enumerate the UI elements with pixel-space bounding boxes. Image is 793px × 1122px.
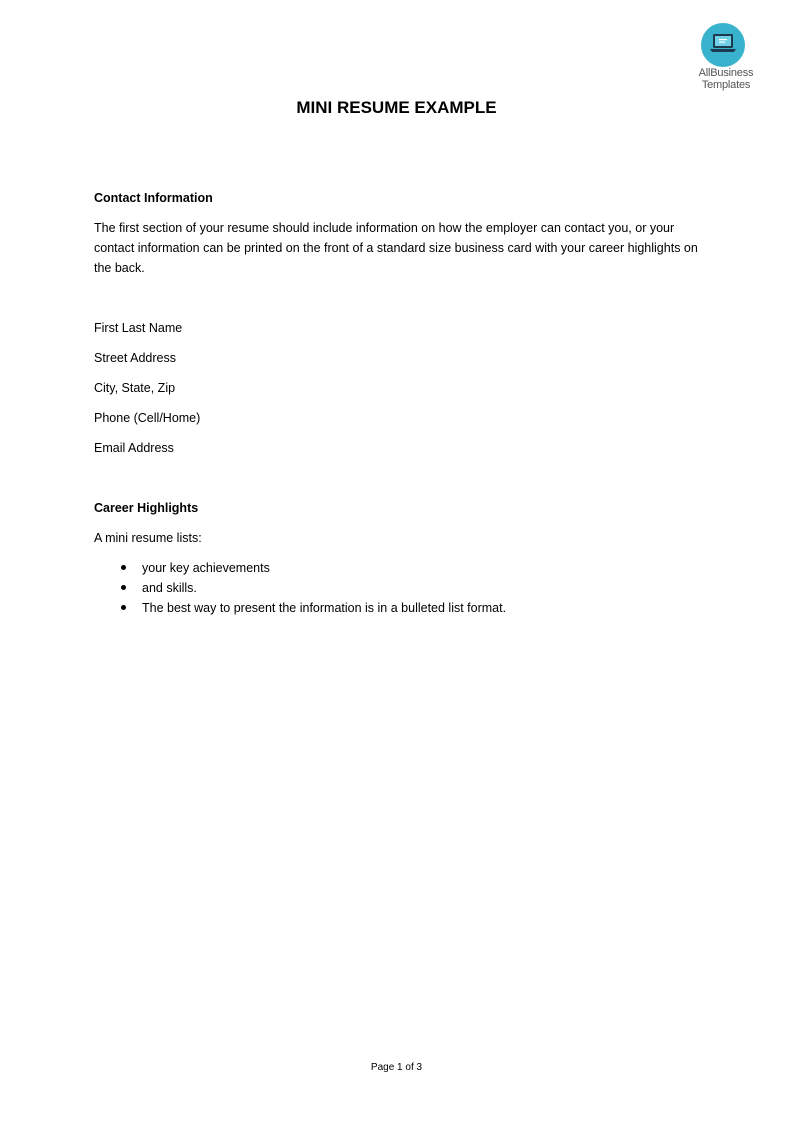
contact-email: Email Address <box>94 441 174 455</box>
bullet-icon <box>121 605 126 610</box>
contact-details <box>94 318 714 458</box>
document-body <box>94 188 714 618</box>
logo-text-line2: Templates <box>701 79 751 91</box>
laptop-icon <box>701 23 745 67</box>
logo-text <box>690 67 762 91</box>
career-bullet-list <box>94 558 714 618</box>
contact-street: Street Address <box>94 351 176 365</box>
contact-phone: Phone (Cell/Home) <box>94 411 201 425</box>
bullet-icon <box>121 585 126 590</box>
logo-text-line1: AllBusiness <box>698 67 754 79</box>
career-section <box>94 498 714 618</box>
list-item <box>94 578 714 598</box>
page-title: MINI RESUME EXAMPLE <box>296 98 497 117</box>
page-number: Page 1 of 3 <box>370 1062 423 1073</box>
list-item <box>94 598 714 618</box>
contact-name: First Last Name <box>94 321 183 335</box>
logo-badge <box>701 23 745 67</box>
contact-city: City, State, Zip <box>94 381 176 395</box>
list-item-text: The best way to present the information is in a bulleted list format. <box>142 601 507 615</box>
career-heading: Career Highlights <box>94 501 199 515</box>
allbusiness-templates-logo <box>690 22 762 94</box>
list-item-text: and skills. <box>142 581 197 595</box>
career-lead: A mini resume lists: <box>94 531 202 545</box>
contact-heading: Contact Information <box>94 191 213 205</box>
bullet-icon <box>121 565 126 570</box>
list-item-text: your key achievements <box>142 561 270 575</box>
list-item <box>94 558 714 578</box>
contact-paragraph: The first section of your resume should include information on how the employer can contact you, or your contact information can be printed on the front of a standard size business card with your career highlights on the back. <box>94 221 698 275</box>
